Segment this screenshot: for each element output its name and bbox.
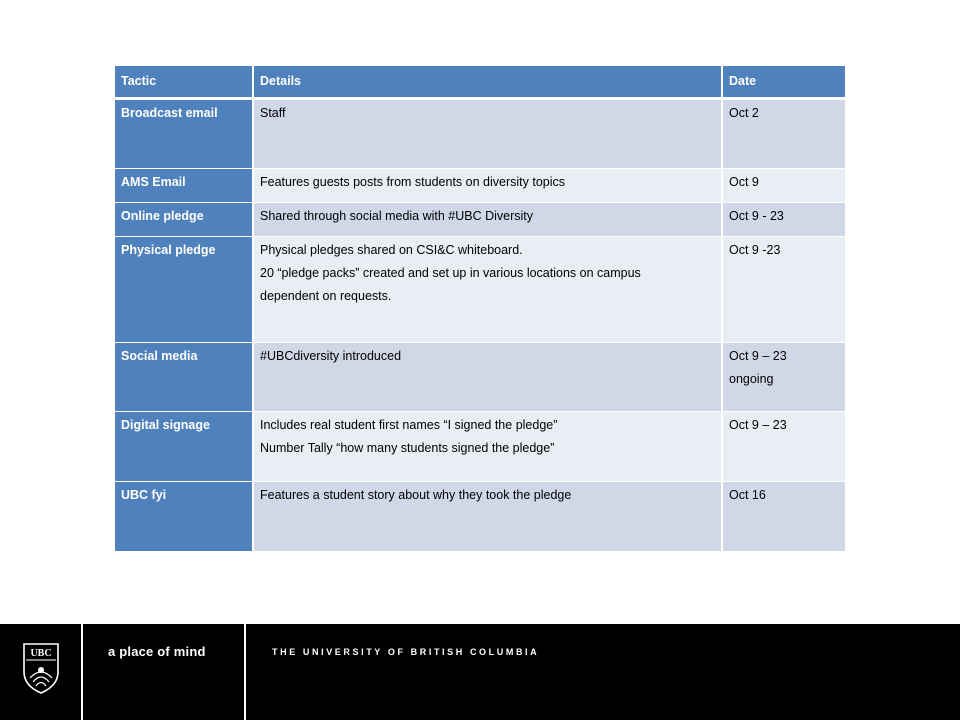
- details-cell: [253, 202, 722, 236]
- header-tactic: Tactic: [115, 66, 253, 98]
- table-row: [115, 98, 846, 168]
- footer-bar: [0, 624, 960, 720]
- logo-text: UBC: [30, 648, 52, 659]
- table-row: [115, 481, 846, 551]
- date-cell: [722, 342, 846, 411]
- header-details: Details: [253, 66, 722, 98]
- details-line: dependent on requests.: [260, 288, 392, 303]
- date-cell: [722, 411, 846, 481]
- date-line: Oct 9 – 23: [729, 348, 787, 363]
- details-line: Includes real student first names “I signed the pledge”: [260, 417, 558, 432]
- date-line: Oct 9 -23: [729, 242, 781, 257]
- details-line: Staff: [260, 105, 286, 120]
- tactic-cell: Broadcast email: [115, 98, 253, 168]
- details-cell: [253, 411, 722, 481]
- details-line: Features guests posts from students on diversity topics: [260, 174, 565, 189]
- header-date: Date: [722, 66, 846, 98]
- details-line: Features a student story about why they took the pledge: [260, 487, 572, 502]
- date-line: Oct 16: [729, 487, 766, 502]
- date-line: Oct 2: [729, 105, 759, 120]
- details-cell: [253, 236, 722, 342]
- details-cell: [253, 168, 722, 202]
- university-name: THE UNIVERSITY OF BRITISH COLUMBIA: [272, 647, 540, 657]
- footer-divider: [244, 624, 246, 720]
- tactic-cell: Social media: [115, 342, 253, 411]
- tagline-text: a place of mind: [108, 644, 206, 659]
- table-row: [115, 342, 846, 411]
- details-cell: [253, 98, 722, 168]
- tactic-cell: Digital signage: [115, 411, 253, 481]
- footer-divider: [81, 624, 83, 720]
- table-row: [115, 168, 846, 202]
- tactic-cell: UBC fyi: [115, 481, 253, 551]
- details-line: #UBCdiversity introduced: [260, 348, 402, 363]
- tactics-table: [115, 66, 847, 552]
- ubc-crest-logo: [22, 642, 60, 694]
- details-cell: [253, 342, 722, 411]
- tactic-cell: Online pledge: [115, 202, 253, 236]
- date-line: Oct 9: [729, 174, 759, 189]
- details-line: Shared through social media with #UBC Diversity: [260, 208, 534, 223]
- tactic-cell: AMS Email: [115, 168, 253, 202]
- tactic-cell: Physical pledge: [115, 236, 253, 342]
- date-cell: [722, 168, 846, 202]
- date-cell: [722, 236, 846, 342]
- table-row: [115, 236, 846, 342]
- details-line: Number Tally “how many students signed the pledge”: [260, 440, 555, 455]
- details-cell: [253, 481, 722, 551]
- table-row: [115, 411, 846, 481]
- date-cell: [722, 98, 846, 168]
- date-line: ongoing: [729, 371, 774, 386]
- table-row: [115, 202, 846, 236]
- date-cell: [722, 202, 846, 236]
- details-line: Physical pledges shared on CSI&C whiteboard.: [260, 242, 523, 257]
- details-line: 20 “pledge packs” created and set up in various locations on campus: [260, 265, 641, 280]
- date-cell: [722, 481, 846, 551]
- date-line: Oct 9 - 23: [729, 208, 784, 223]
- table-header-row: [115, 66, 846, 98]
- date-line: Oct 9 – 23: [729, 417, 787, 432]
